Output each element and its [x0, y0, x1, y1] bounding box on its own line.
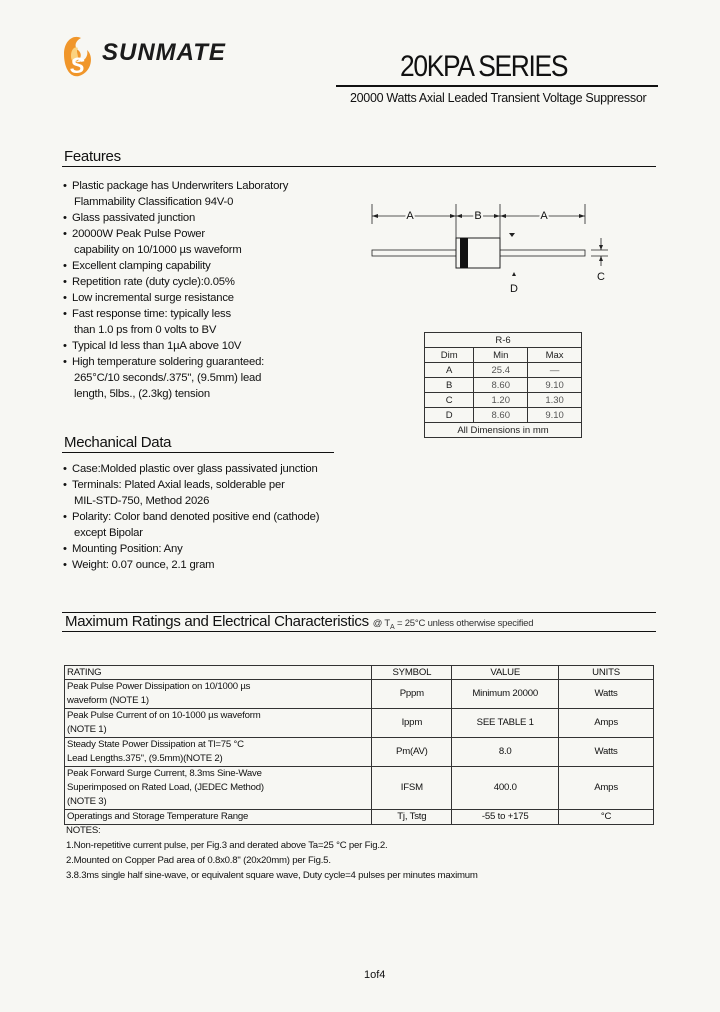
dim-header: Min [474, 348, 528, 363]
notes [66, 823, 478, 883]
dim-label-c: C [597, 271, 605, 283]
ratings-heading [65, 613, 533, 631]
package-name: R-6 [425, 333, 582, 348]
units-cell: °C [559, 810, 654, 825]
symbol-cell: Pppm [372, 680, 452, 709]
list-item: • Mounting Position: Any [63, 541, 363, 557]
dim-cell: C [425, 393, 474, 408]
value-cell: Minimum 20000 [452, 680, 559, 709]
features-rule [62, 166, 656, 167]
dim-cell: — [528, 363, 582, 378]
column-header: UNITS [559, 666, 654, 680]
dim-header: Dim [425, 348, 474, 363]
dim-cell: 1.20 [474, 393, 528, 408]
ratings-title: Maximum Ratings and Electrical Characteristics [65, 613, 369, 630]
note-item: 2.Mounted on Copper Pad area of 0.8x0.8" (20x20mm) per Fig.5. [66, 855, 331, 866]
column-header: SYMBOL [372, 666, 452, 680]
symbol-cell: Pm(AV) [372, 738, 452, 767]
list-item: • Case:Molded plastic over glass passivated junction [63, 461, 363, 477]
ratings-table [64, 665, 654, 825]
dim-cell: 8.60 [474, 378, 528, 393]
dim-label-b: B [474, 210, 482, 222]
rating-cell: Peak Pulse Power Dissipation on 10/1000 µs waveform (NOTE 1) [65, 680, 372, 709]
symbol-cell: Tj, Tstg [372, 810, 452, 825]
dim-cell: 9.10 [528, 378, 582, 393]
package-diagram [366, 200, 616, 300]
rating-cell: Peak Pulse Current of on 10-1000 µs waveform (NOTE 1) [65, 709, 372, 738]
brand-logo [62, 28, 262, 84]
title-rule [336, 85, 658, 87]
rating-cell: Peak Forward Surge Current, 8.3ms Sine-Wave Superimposed on Rated Load, (JEDEC Method) (NOTE 3) [65, 767, 372, 810]
rating-cell: Operatings and Storage Temperature Range [65, 810, 372, 825]
page-title: 20KPA SERIES [400, 50, 568, 83]
dim-cell: 9.10 [528, 408, 582, 423]
units-cell: Amps [559, 767, 654, 810]
list-item: • Low incremental surge resistance [63, 290, 343, 306]
svg-text:S: S [70, 53, 85, 78]
list-item: • 20000W Peak Pulse Power capability on 10/1000 µs waveform [63, 226, 343, 258]
list-item: • Excellent clamping capability [63, 258, 343, 274]
units-cell: Amps [559, 709, 654, 738]
table-row [65, 680, 654, 709]
ratings-condition: @ $T_A = 25^\circ C$ unless otherwise specified [372, 618, 534, 631]
table-row [425, 393, 582, 408]
page-subtitle: 20000 Watts Axial Leaded Transient Voltage Suppressor [350, 91, 647, 105]
dim-footer: All Dimensions in mm [425, 423, 582, 438]
value-cell: -55 to +175 [452, 810, 559, 825]
note-item: 3.8.3ms single half sine-wave, or equivalent square wave, Duty cycle=4 pulses per minutes maximum [66, 870, 478, 881]
dim-label-d: D [510, 283, 518, 295]
value-cell: 8.0 [452, 738, 559, 767]
note-item: 1.Non-repetitive current pulse, per Fig.3 and derated above Ta=25 °C per Fig.2. [66, 840, 388, 851]
list-item: • Polarity: Color band denoted positive end (cathode) except Bipolar [63, 509, 363, 541]
symbol-cell: IFSM [372, 767, 452, 810]
logo-flame-icon [64, 37, 91, 78]
logo-wordmark: SUNMATE [102, 39, 226, 66]
dim-label-a2: A [540, 210, 548, 222]
table-row [65, 738, 654, 767]
dim-cell: B [425, 378, 474, 393]
column-header: RATING [65, 666, 372, 680]
dim-cell: 8.60 [474, 408, 528, 423]
table-row [65, 767, 654, 810]
units-cell: Watts [559, 680, 654, 709]
dim-cell: 25.4 [474, 363, 528, 378]
features-list [63, 178, 343, 402]
list-item: • Typical Id less than 1µA above 10V [63, 338, 343, 354]
mechanical-rule [62, 452, 334, 453]
table-row [65, 709, 654, 738]
symbol-cell: Ippm [372, 709, 452, 738]
table-row [425, 363, 582, 378]
list-item: • High temperature soldering guaranteed: 265°C/10 seconds/.375", (9.5mm) lead length, 5lbs., (2.3kg) tension [63, 354, 343, 402]
column-header: VALUE [452, 666, 559, 680]
page-number: 1of4 [364, 969, 386, 981]
list-item: • Fast response time: typically less than 1.0 ps from 0 volts to BV [63, 306, 343, 338]
dimension-table [424, 332, 582, 438]
dim-cell: 1.30 [528, 393, 582, 408]
rating-cell: Steady State Power Dissipation at Tl=75 °C Lead Lengths.375", (9.5mm)(NOTE 2) [65, 738, 372, 767]
mechanical-list [63, 461, 363, 573]
list-item: • Weight: 0.07 ounce, 2.1 gram [63, 557, 363, 573]
dim-cell: A [425, 363, 474, 378]
list-item: • Plastic package has Underwriters Laboratory Flammability Classification 94V-0 [63, 178, 343, 210]
dim-header: Max [528, 348, 582, 363]
dim-cell: D [425, 408, 474, 423]
mechanical-heading: Mechanical Data [64, 434, 172, 451]
ratings-rule-bottom [62, 631, 656, 632]
table-row [425, 408, 582, 423]
table-row [425, 378, 582, 393]
list-item: • Glass passivated junction [63, 210, 343, 226]
dim-label-a: A [406, 210, 414, 222]
units-cell: Watts [559, 738, 654, 767]
list-item: • Terminals: Plated Axial leads, solderable per MIL-STD-750, Method 2026 [63, 477, 363, 509]
features-heading: Features [64, 148, 121, 165]
value-cell: 400.0 [452, 767, 559, 810]
value-cell: SEE TABLE 1 [452, 709, 559, 738]
notes-heading: NOTES: [66, 825, 101, 836]
list-item: • Repetition rate (duty cycle):0.05% [63, 274, 343, 290]
